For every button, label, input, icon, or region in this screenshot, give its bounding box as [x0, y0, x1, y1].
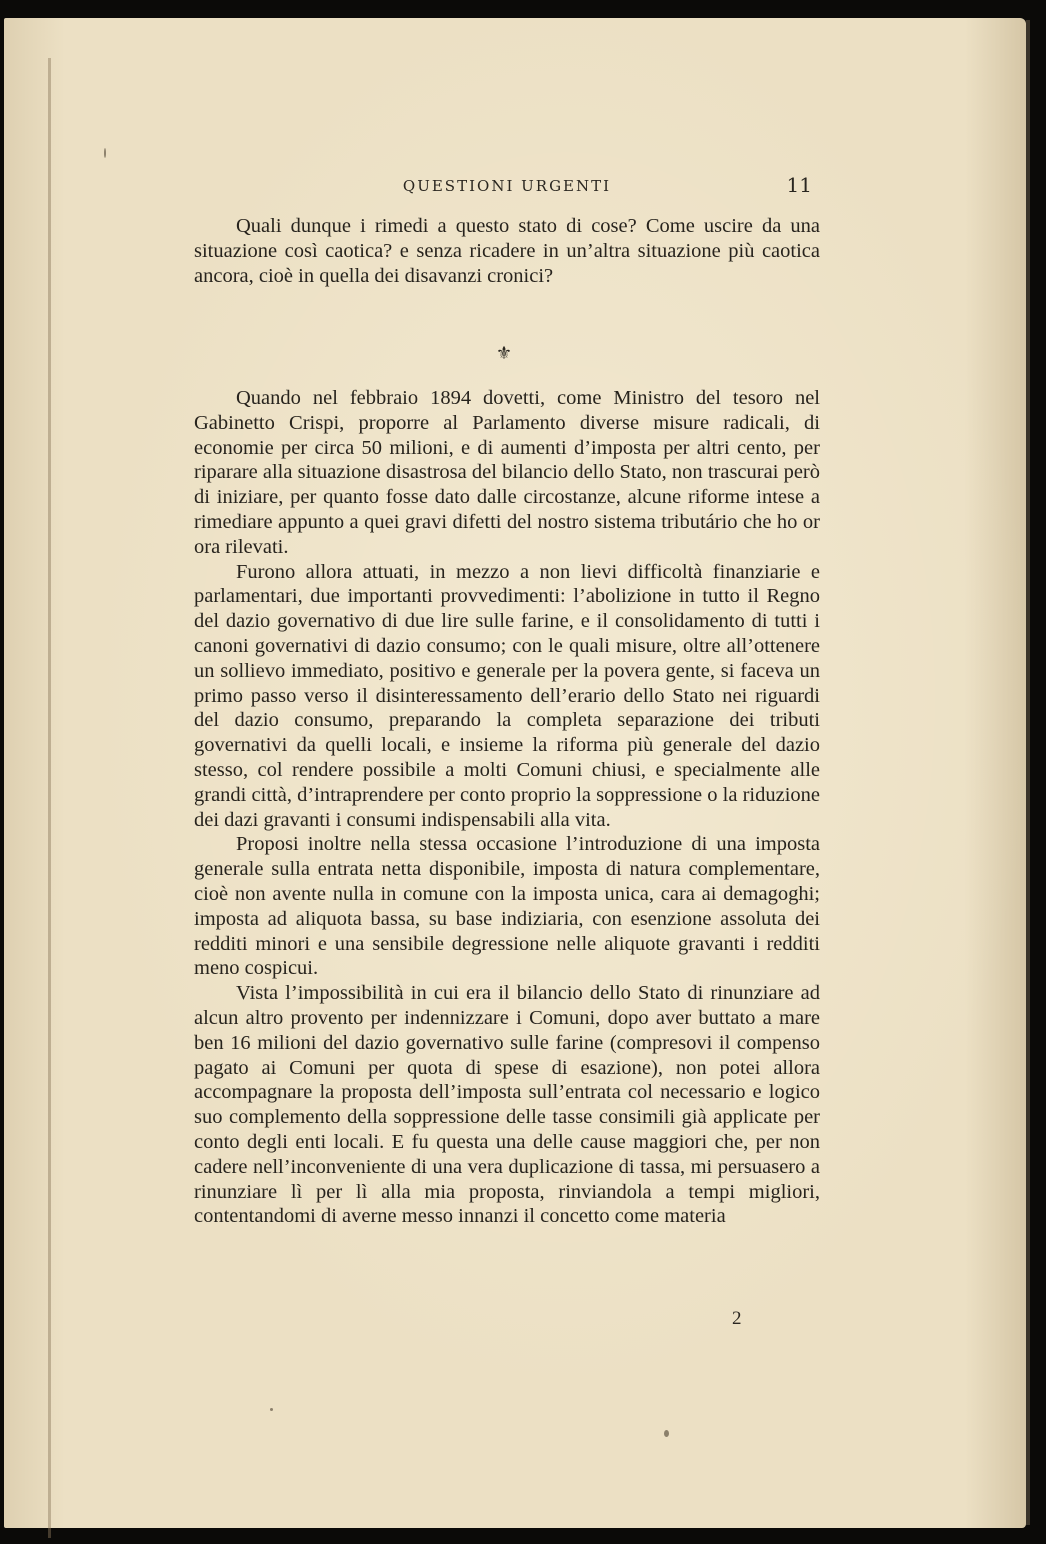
paragraph: Proposi inoltre nella stessa occasione l’introduzione di una imposta generale sulla entrata netta disponibile, imposta di natura complementare, cioè non avente nulla in comune con la imposta unica, cara ai demagoghi; imposta ad aliquota bassa, su base indiziaria, con esenzione assoluta dei redditi minori e una sensibile degressione nelle aliquote gravanti i redditi meno cospicui.: [194, 833, 820, 980]
page-gutter-fold: [48, 58, 51, 1538]
paragraph: Quali dunque i rimedi a questo stato di cose? Come uscire da una situazione così caotica? e senza ricadere in un’altra situazione più caotica ancora, cioè in quella dei disavanzi cronici?: [194, 215, 820, 287]
book-page: [4, 18, 1026, 1528]
intro-text-block: [194, 214, 820, 288]
paragraph: Furono allora attuati, in mezzo a non lievi difficoltà finanziarie e parlamentari, due importanti provvedimenti: l’abolizione in tutto il Regno del dazio governativo di due lire sulle farine, e il consolidamento di tutti i canoni governativi di dazio consumo; con le quali misure, oltre all’ottenere un sollievo immediato, positivo e generale per la povera gente, si faceva un primo passo verso il disinteressamento dell’erario dello Stato nei riguardi del dazio consumo, preparando la completa separazione dei tributi governativi da quelli locali, e insieme la riforma più generale del dazio stesso, col rendere possibile a molti Comuni chiusi, e specialmente alle grandi città, d’intraprendere per conto proprio la soppressione o la riduzione dei dazi gravanti i consumi indispensabili alla vita.: [194, 560, 820, 831]
paper-speck: [664, 1430, 669, 1437]
paper-speck: [270, 1408, 273, 1411]
page-edge-shadow: [1026, 20, 1030, 1525]
section-ornament-icon: ⚜: [495, 343, 513, 364]
paragraph: Vista l’impossibilità in cui era il bilancio dello Stato di rinunziare ad alcun altro provento per indennizzare i Comuni, dopo aver buttato a mare ben 16 milioni del dazio governativo sulle farine (compresovi il compenso pagato ai Comuni per quota di spese di esazione), non potei allora accompagnare la proposta dell’imposta sull’entrata col necessario e logico suo complemento della soppressione delle tasse consimili già applicate per conto degli enti locali. E fu questa una delle cause maggiori che, per non cadere nell’inconveniente di una vera duplicazione di tassa, mi persuasero a rinunziare lì per lì alla mia proposta, rinviandola a tempi migliori, contentandomi di averne messo innanzi il concetto come materia: [194, 982, 820, 1228]
page-number: 11: [786, 173, 812, 197]
running-header: [194, 173, 820, 203]
paragraph: Quando nel febbraio 1894 dovetti, come Ministro del tesoro nel Gabinetto Crispi, proporre al Parlamento diverse misure radicali, di economie per circa 50 milioni, e di aumenti d’imposta per altri cento, per riparare alla situazione disastrosa del bilancio dello Stato, non trascurai però di iniziare, per quanto fosse dato dalle circostanze, alcune riforme intese a rimediare appunto a quei gravi difetti del nostro sistema tributário che ho or ora rilevati.: [194, 387, 820, 558]
paper-speck: [104, 148, 106, 158]
signature-mark: 2: [732, 1308, 742, 1329]
running-title: QUESTIONI URGENTI: [402, 177, 612, 195]
main-text-block: [194, 386, 820, 1229]
